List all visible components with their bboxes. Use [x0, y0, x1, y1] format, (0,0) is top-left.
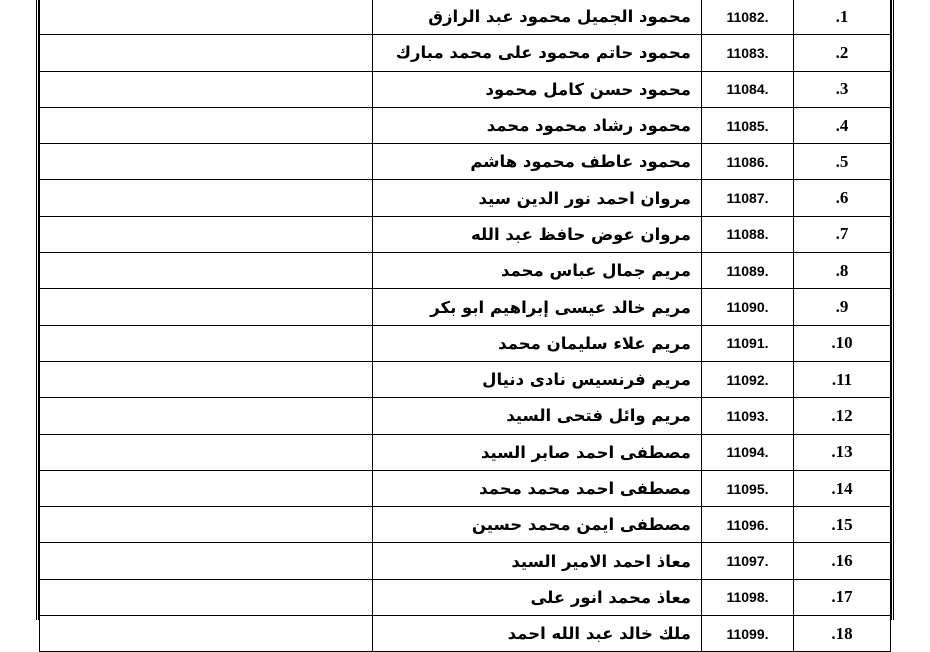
student-name: محمود الجميل محمود عبد الرازق [373, 0, 702, 35]
student-name: محمود حاتم محمود على محمد مبارك [373, 35, 702, 71]
student-name: مروان عوض حافظ عبد الله [373, 216, 702, 252]
student-code: 11092. [702, 361, 794, 397]
student-name: معاذ احمد الامير السيد [373, 543, 702, 579]
blank-cell [40, 398, 373, 434]
student-list-table [36, 0, 894, 644]
row-number: .1 [794, 0, 891, 35]
student-code: 11097. [702, 543, 794, 579]
student-name: مصطفى احمد صابر السيد [373, 434, 702, 470]
table-row [40, 35, 891, 71]
row-number: .11 [794, 361, 891, 397]
blank-cell [40, 71, 373, 107]
table-row [40, 434, 891, 470]
student-name: مصطفى احمد محمد محمد [373, 470, 702, 506]
table-row [40, 216, 891, 252]
student-name: محمود عاطف محمود هاشم [373, 144, 702, 180]
row-number: .3 [794, 71, 891, 107]
student-name: ملك خالد عبد الله احمد [373, 616, 702, 652]
row-number: .17 [794, 579, 891, 615]
blank-cell [40, 434, 373, 470]
blank-cell [40, 180, 373, 216]
student-name: مريم فرنسيس نادى دنيال [373, 361, 702, 397]
student-code: 11095. [702, 470, 794, 506]
row-number: .8 [794, 253, 891, 289]
row-number: .2 [794, 35, 891, 71]
student-code: 11094. [702, 434, 794, 470]
blank-cell [40, 0, 373, 35]
student-name: مريم خالد عيسى إبراهيم ابو بكر [373, 289, 702, 325]
student-code: 11086. [702, 144, 794, 180]
student-code: 11090. [702, 289, 794, 325]
table-row [40, 71, 891, 107]
student-code: 11083. [702, 35, 794, 71]
blank-cell [40, 253, 373, 289]
blank-cell [40, 616, 373, 652]
student-name: مريم علاء سليمان محمد [373, 325, 702, 361]
blank-cell [40, 507, 373, 543]
student-name: معاذ محمد انور على [373, 579, 702, 615]
blank-cell [40, 470, 373, 506]
row-number: .6 [794, 180, 891, 216]
blank-cell [40, 35, 373, 71]
blank-cell [40, 361, 373, 397]
table-row [40, 253, 891, 289]
blank-cell [40, 289, 373, 325]
table-row [40, 361, 891, 397]
student-code: 11088. [702, 216, 794, 252]
student-name: مصطفى ايمن محمد حسين [373, 507, 702, 543]
row-number: .9 [794, 289, 891, 325]
blank-cell [40, 543, 373, 579]
student-code: 11089. [702, 253, 794, 289]
table-row [40, 0, 891, 35]
student-code: 11091. [702, 325, 794, 361]
student-code: 11087. [702, 180, 794, 216]
student-code: 11099. [702, 616, 794, 652]
student-code: 11096. [702, 507, 794, 543]
student-name: مريم جمال عباس محمد [373, 253, 702, 289]
row-number: .16 [794, 543, 891, 579]
student-name: محمود حسن كامل محمود [373, 71, 702, 107]
row-number: .13 [794, 434, 891, 470]
table-row [40, 144, 891, 180]
table-row [40, 579, 891, 615]
blank-cell [40, 144, 373, 180]
table-row [40, 325, 891, 361]
student-code: 11098. [702, 579, 794, 615]
student-code: 11082. [702, 0, 794, 35]
student-name: محمود رشاد محمود محمد [373, 107, 702, 143]
blank-cell [40, 216, 373, 252]
student-code: 11084. [702, 71, 794, 107]
row-number: .5 [794, 144, 891, 180]
blank-cell [40, 579, 373, 615]
table-body [40, 0, 891, 652]
table-row [40, 289, 891, 325]
student-name: مريم وائل فتحى السيد [373, 398, 702, 434]
table-row [40, 543, 891, 579]
blank-cell [40, 325, 373, 361]
row-number: .18 [794, 616, 891, 652]
row-number: .10 [794, 325, 891, 361]
row-number: .15 [794, 507, 891, 543]
row-number: .7 [794, 216, 891, 252]
table-row [40, 470, 891, 506]
row-number: .4 [794, 107, 891, 143]
table-row [40, 616, 891, 652]
student-code: 11085. [702, 107, 794, 143]
student-table [39, 0, 891, 652]
table-row [40, 398, 891, 434]
table-row [40, 107, 891, 143]
table-row [40, 180, 891, 216]
blank-cell [40, 107, 373, 143]
student-name: مروان احمد نور الدين سيد [373, 180, 702, 216]
table-row [40, 507, 891, 543]
row-number: .14 [794, 470, 891, 506]
row-number: .12 [794, 398, 891, 434]
student-code: 11093. [702, 398, 794, 434]
